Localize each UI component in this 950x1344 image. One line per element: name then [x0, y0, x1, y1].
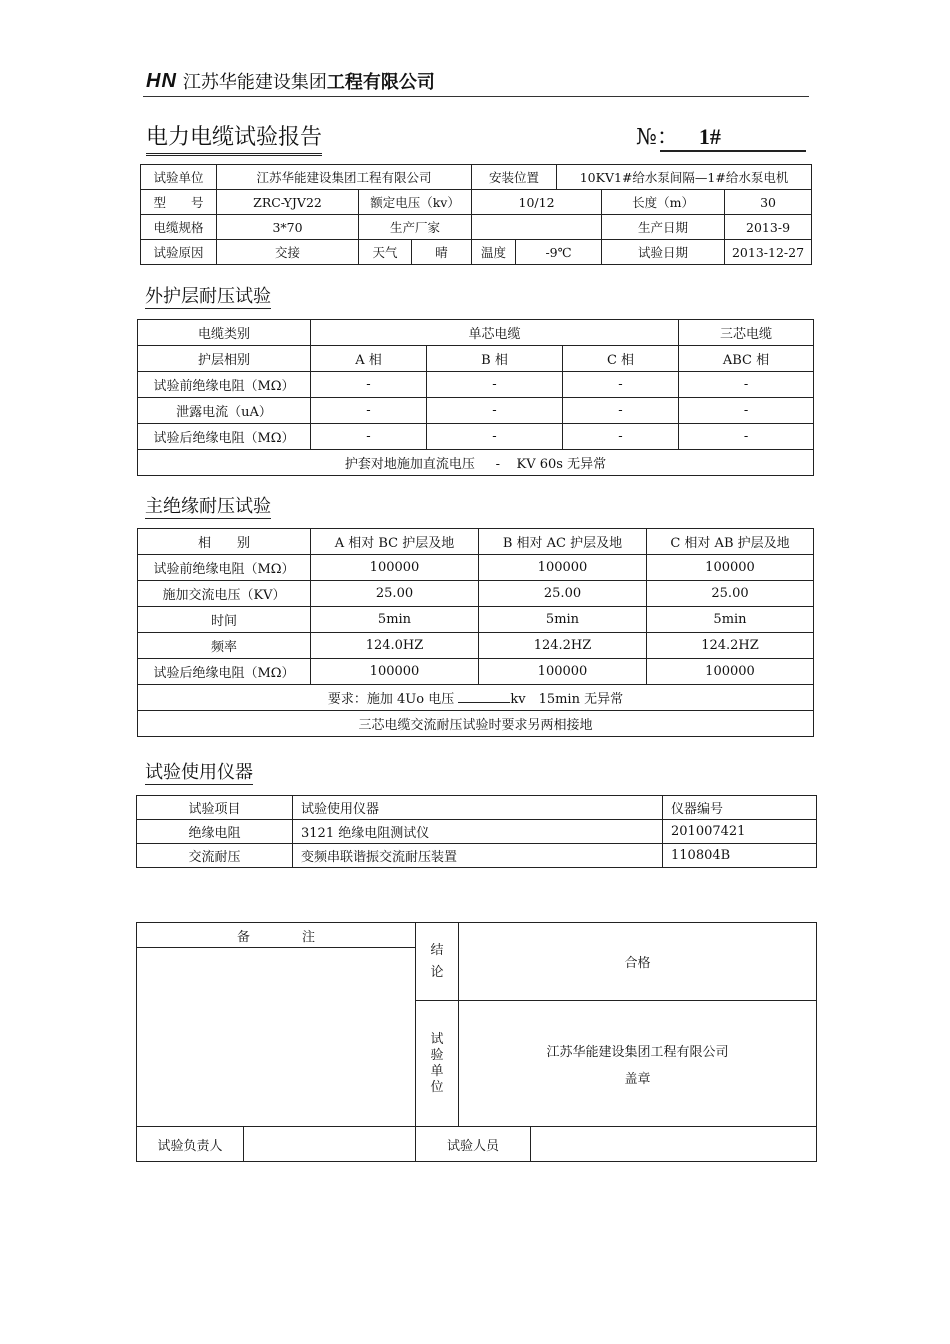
conclusion-value: 合格 [459, 923, 817, 1001]
seal-label: 盖章 [624, 1071, 651, 1087]
cell-value: - [563, 372, 679, 398]
instr-device: 变频串联谐振交流耐压装置 [293, 844, 663, 868]
cell-value: - [427, 398, 563, 424]
report-number [636, 120, 721, 151]
remarks-area [137, 948, 416, 1127]
sheath-phase-label: 护层相别 [138, 346, 311, 372]
maker-label: 生产厂家 [359, 215, 472, 240]
temp-value: -9℃ [516, 240, 602, 265]
main-insulation-table [137, 528, 814, 737]
maker-value [472, 215, 602, 240]
main-phase-label: 相 别 [138, 529, 311, 555]
table-row [138, 424, 814, 450]
instr-device: 3121 绝缘电阻测试仪 [293, 820, 663, 844]
cell-value: 124.2HZ [479, 633, 647, 659]
table-row [138, 633, 814, 659]
footer-table [136, 922, 817, 1162]
row-label: 施加交流电压（KV） [138, 581, 311, 607]
cell-value: 25.00 [479, 581, 647, 607]
instr-item: 交流耐压 [137, 844, 293, 868]
model-value: ZRC-YJV22 [217, 190, 359, 215]
cell-value: 100000 [647, 555, 814, 581]
table-row [138, 581, 814, 607]
main-phase-header: A 相对 BC 护层及地 [311, 529, 479, 555]
sheath-section-title: 外护层耐压试验 [145, 286, 271, 307]
location-label: 安装位置 [472, 165, 557, 190]
cell-value: 100000 [479, 555, 647, 581]
length-value: 30 [725, 190, 812, 215]
location-value: 10KV1#给水泵间隔—1#给水泵电机 [557, 165, 812, 190]
cell-value: 124.2HZ [647, 633, 814, 659]
test-unit-cell [459, 1001, 817, 1127]
header-divider [143, 96, 809, 97]
spec-label: 电缆规格 [141, 215, 217, 240]
cell-value: 124.0HZ [311, 633, 479, 659]
test-unit-label: 试验单位 [416, 1001, 459, 1127]
cell-value: 25.00 [311, 581, 479, 607]
instr-header: 试验使用仪器 [293, 796, 663, 820]
instruments-table [136, 795, 817, 868]
report-number-value: 1# [698, 124, 721, 149]
row-label: 时间 [138, 607, 311, 633]
table-row [137, 820, 817, 844]
cell-value: - [563, 424, 679, 450]
company-logo: HN [146, 69, 177, 92]
cable-type-label: 电缆类别 [138, 320, 311, 346]
weather-value: 晴 [412, 240, 472, 265]
row-label: 试验后绝缘电阻（MΩ） [138, 659, 311, 685]
main-section-title: 主绝缘耐压试验 [145, 496, 271, 517]
voltage-value: 10/12 [472, 190, 602, 215]
model-label: 型 号 [141, 190, 217, 215]
table-row [138, 398, 814, 424]
weather-label: 天气 [359, 240, 412, 265]
report-number-label: №： [636, 125, 679, 150]
cell-value: - [563, 398, 679, 424]
prod-date-value: 2013-9 [725, 215, 812, 240]
info-table-grid [140, 164, 812, 265]
cell-value: 100000 [311, 555, 479, 581]
cell-value: - [427, 372, 563, 398]
three-core-label: 三芯电缆 [679, 320, 814, 346]
main-phase-header: B 相对 AC 护层及地 [479, 529, 647, 555]
table-row [138, 659, 814, 685]
cell-value: - [311, 398, 427, 424]
length-label: 长度（m） [602, 190, 725, 215]
tester-label: 试验人员 [416, 1127, 531, 1162]
prod-date-label: 生产日期 [602, 215, 725, 240]
instr-header: 试验项目 [137, 796, 293, 820]
cell-value: 100000 [311, 659, 479, 685]
sheath-phase-header: A 相 [311, 346, 427, 372]
instr-header: 仪器编号 [663, 796, 817, 820]
voltage-blank [458, 690, 510, 703]
unit-label: 试验单位 [141, 165, 217, 190]
row-label: 频率 [138, 633, 311, 659]
table-row [138, 555, 814, 581]
remarks-label: 备 注 [137, 923, 416, 948]
instr-item: 绝缘电阻 [137, 820, 293, 844]
sheath-phase-header: C 相 [563, 346, 679, 372]
test-unit-value: 江苏华能建设集团工程有限公司 [546, 1044, 729, 1060]
cell-value: 5min [647, 607, 814, 633]
cell-value: - [311, 372, 427, 398]
reason-value: 交接 [217, 240, 359, 265]
row-label: 试验前绝缘电阻（MΩ） [138, 555, 311, 581]
voltage-label: 额定电压（kv） [359, 190, 472, 215]
company-name-regular: 江苏华能建设集团 [182, 72, 327, 93]
conclusion-label: 结论 [416, 923, 459, 1001]
reason-label: 试验原因 [141, 240, 217, 265]
test-date-label: 试验日期 [602, 240, 725, 265]
row-label: 试验后绝缘电阻（MΩ） [138, 424, 311, 450]
report-title: 电力电缆试验报告 [146, 120, 322, 156]
main-note: 三芯电缆交流耐压试验时要求另两相接地 [138, 711, 814, 737]
sheath-table [137, 319, 814, 476]
company-header [146, 68, 435, 94]
temp-label: 温度 [472, 240, 516, 265]
cell-value: 5min [479, 607, 647, 633]
unit-value: 江苏华能建设集团工程有限公司 [217, 165, 472, 190]
cell-value: 100000 [647, 659, 814, 685]
cell-value: 100000 [479, 659, 647, 685]
instruments-section-title: 试验使用仪器 [145, 762, 253, 783]
sheath-phase-header: B 相 [427, 346, 563, 372]
instr-number: 110804B [663, 844, 817, 868]
row-label: 试验前绝缘电阻（MΩ） [138, 372, 311, 398]
spec-value: 3*70 [217, 215, 359, 240]
main-requirement: 要求：施加 4Uo 电压 kv 15min 无异常 [138, 685, 814, 711]
main-phase-header: C 相对 AB 护层及地 [647, 529, 814, 555]
leader-value [244, 1127, 416, 1162]
cell-value: - [679, 372, 814, 398]
leader-label: 试验负责人 [137, 1127, 244, 1162]
report-number-underline [660, 150, 806, 152]
table-row [137, 844, 817, 868]
table-row [138, 607, 814, 633]
single-core-label: 单芯电缆 [311, 320, 679, 346]
sheath-phase-header: ABC 相 [679, 346, 814, 372]
cell-value: - [427, 424, 563, 450]
cell-value: 25.00 [647, 581, 814, 607]
company-name-bold: 工程有限公司 [326, 72, 435, 93]
cell-value: - [311, 424, 427, 450]
cell-value: 5min [311, 607, 479, 633]
test-date-value: 2013-12-27 [725, 240, 812, 265]
instr-number: 201007421 [663, 820, 817, 844]
tester-value [531, 1127, 817, 1162]
cell-value: - [679, 424, 814, 450]
sheath-note: 护套对地施加直流电压 - KV 60s 无异常 [138, 450, 814, 476]
row-label: 泄露电流（uA） [138, 398, 311, 424]
table-row [138, 372, 814, 398]
cell-value: - [679, 398, 814, 424]
